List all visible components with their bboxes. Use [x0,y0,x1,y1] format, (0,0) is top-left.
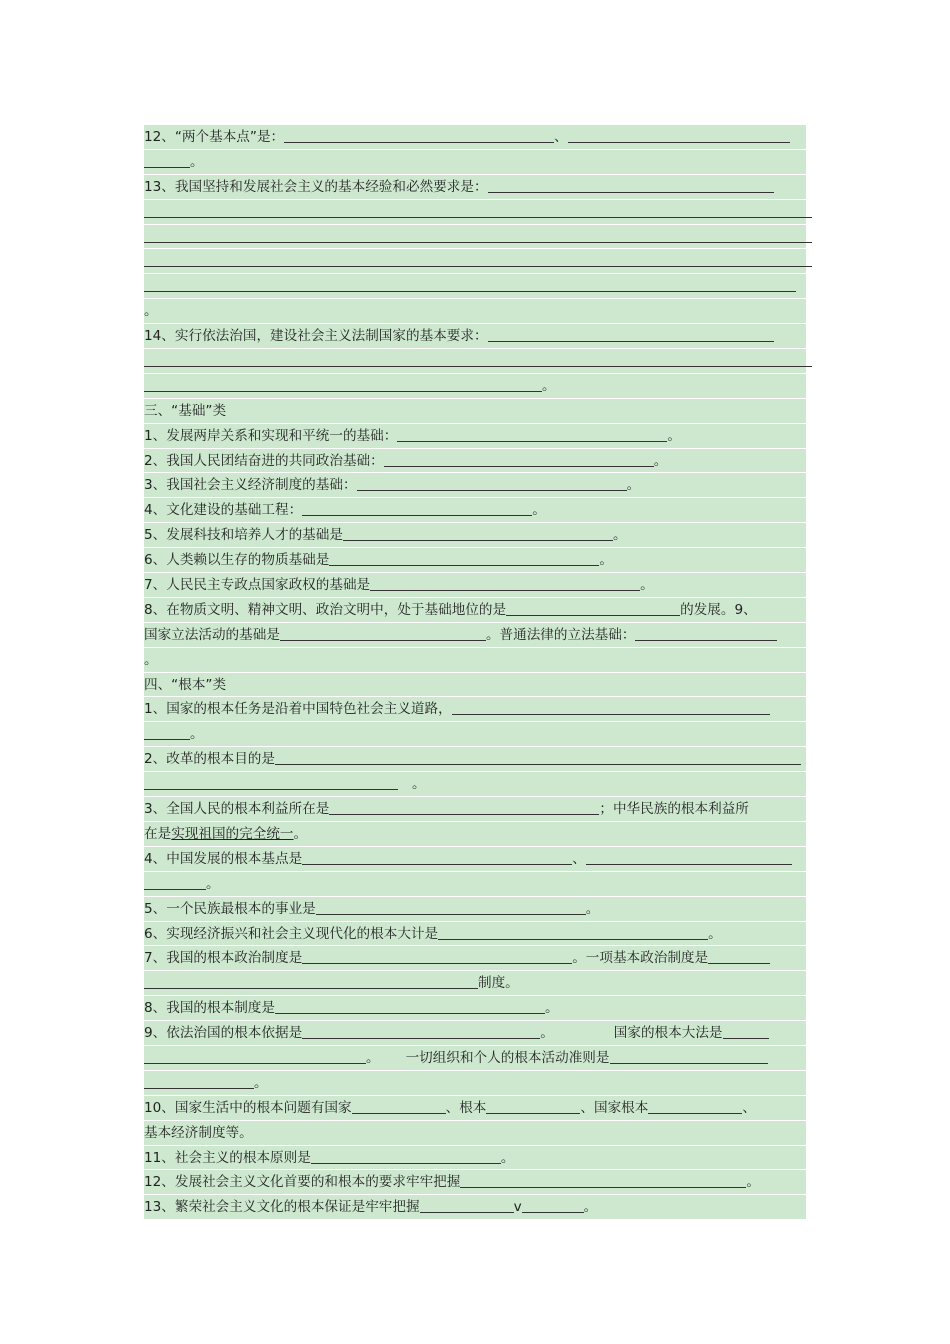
text-line [144,523,806,548]
line-text: 、国家根本 [580,1099,649,1116]
answer-blank [275,750,801,765]
line-text: 11、社会主义的根本原则是 [144,1149,311,1166]
line-text: 。 [206,875,220,892]
line-text: 。 [500,1149,515,1166]
answer-blank [144,1074,254,1089]
line-text: 、根本 [445,1099,487,1116]
answer-blank [357,476,627,491]
text-line [144,424,806,449]
answer-blank [460,1173,746,1188]
line-text: 三、“基础”类 [144,402,227,419]
line-text: 国家立法活动的基础是 [144,626,280,643]
text-line [144,200,806,225]
text-line [144,125,806,150]
line-text: 。 [190,153,204,170]
line-text: 。 [190,726,204,743]
line-text: 6、人类赖以生存的物质基础是 [144,552,330,569]
text-line [144,772,806,797]
line-text: 、 [554,129,568,145]
answer-blank [302,949,572,964]
line-text: 。普通法律的立法基础： [485,626,636,643]
answer-blank [275,999,545,1014]
answer-blank [723,1024,769,1039]
text-line [144,1121,806,1146]
line-text: 制度。 [478,975,519,992]
text-line [144,349,806,374]
line-text: 。 [640,577,654,594]
line-text: 基本经济制度等。 [144,1124,253,1141]
answer-blank [144,377,542,392]
line-text: 5、一个民族最根本的事业是 [144,900,316,917]
line-text: 。 [532,502,546,519]
answer-blank [329,800,599,815]
text-line [144,548,806,573]
text-line [144,249,806,274]
line-text: 。 [144,303,158,320]
answer-blank [144,725,190,740]
text-line [144,299,806,324]
answer-blank [144,875,206,890]
answer-blank [311,1149,501,1164]
text-line [144,847,806,872]
line-text: 2、改革的根本目的是 [144,751,275,768]
line-text: 的发展。9、 [680,601,757,618]
answer-blank [284,128,554,143]
answer-blank [488,178,774,193]
text-line [144,822,806,847]
answer-blank [384,452,654,467]
answer-blank [280,626,486,641]
line-text: 。 [545,1000,559,1017]
answer-blank [302,850,572,865]
text-line [144,374,806,399]
line-text: 8、我国的根本制度是 [144,1000,275,1017]
answer-blank [635,626,777,641]
line-text: 、 [572,850,586,867]
text-line [144,225,806,250]
answer-blank [522,1198,584,1213]
line-text: 。 [366,1049,380,1066]
answer-blank [144,153,190,168]
answer-blank [610,1049,768,1064]
line-text: 、 [742,1099,756,1116]
line-text: 。 [542,377,556,394]
text-line [144,1021,806,1046]
text-line [144,697,806,722]
line-text: 。 [412,776,426,793]
line-text: 8、在物质文明、精神文明、政治文明中，处于基础地位的是 [144,601,507,618]
answer-blank [648,1099,742,1114]
line-text: 10、国家生活中的根本问题有国家 [144,1099,352,1116]
text-line [144,399,806,424]
text-line [144,971,806,996]
line-text: 。 [293,825,308,842]
text-line [144,1071,806,1096]
text-line [144,623,806,648]
line-text: 。 [667,427,681,444]
answer-blank [302,1024,540,1039]
line-text: 。 [585,900,600,917]
line-text: 7、人民民主专政点国家政权的基础是 [144,577,371,594]
line-text: 4、文化建设的基础工程： [144,502,303,519]
text-line [144,573,806,598]
text-line [144,747,806,772]
answer-blank [144,352,812,367]
answer-blank [144,1049,366,1064]
line-text: 1、发展两岸关系和实现和平统一的基础： [144,427,398,444]
answer-blank [708,949,770,964]
line-text: 。 [540,1025,554,1042]
answer-blank [506,601,680,616]
answer-blank [486,1099,580,1114]
line-text: 。 [746,1174,760,1191]
line-text: 12、“两个基本点”是： [144,129,285,145]
line-text: 13、繁荣社会主义文化的根本保证是牢牢把握 [144,1199,420,1216]
text-line [144,1146,806,1171]
answer-blank [302,501,532,516]
line-text: 1、国家的根本任务是沿着中国特色社会主义道路， [144,701,452,718]
line-text: 。 [254,1074,268,1091]
line-text: 13、我国坚持和发展社会主义的基本经验和必然要求是： [144,178,488,195]
underlined-answer: 实现祖国的完全统一 [171,825,294,842]
line-text: ；中华民族的根本利益所 [599,801,749,818]
text-line [144,648,806,673]
line-text: 。 [583,1199,598,1216]
text-line [144,946,806,971]
answer-blank [343,526,613,541]
answer-blank [316,900,586,915]
text-line [144,473,806,498]
text-line [144,872,806,897]
line-text: 12、发展社会主义文化首要的和根本的要求牢牢把握 [144,1174,461,1191]
answer-blank [144,228,812,243]
answer-blank [370,576,640,591]
line-text: 。 [599,552,613,569]
answer-blank [488,327,774,342]
line-text: 4、中国发展的根本基点是 [144,850,303,867]
answer-blank [144,277,796,292]
line-text: 7、我国的根本政治制度是 [144,950,303,967]
text-line [144,996,806,1021]
answer-blank [144,775,398,790]
text-line [144,1096,806,1121]
answer-blank [144,252,812,267]
answer-blank [420,1198,514,1213]
line-text: 。 [653,452,668,469]
text-line [144,673,806,698]
answer-blank [586,850,792,865]
text-line [144,722,806,747]
line-text: 。 [144,651,158,668]
line-text: 。 [708,925,722,942]
answer-blank [352,1099,446,1114]
answer-blank [568,128,790,143]
line-text: 。 [626,477,641,494]
text-line [144,922,806,947]
answer-blank [452,700,770,715]
text-line [144,449,806,474]
line-text: 3、全国人民的根本利益所在是 [144,801,330,818]
line-text: 在是 [144,825,172,842]
line-text: 5、发展科技和培养人才的基础是 [144,527,343,544]
answer-blank [438,925,708,940]
line-text: 14、实行依法治国，建设社会主义法制国家的基本要求： [144,328,488,345]
text-line [144,274,806,299]
line-text: 6、实现经济振兴和社会主义现代化的根本大计是 [144,925,439,942]
text-line [144,797,806,822]
text-line [144,150,806,175]
answer-blank [144,203,812,218]
line-text: v [513,1199,522,1216]
line-text: 9、依法治国的根本依据是 [144,1025,303,1042]
answer-blank [397,427,667,442]
text-line [144,1170,806,1195]
answer-blank [329,551,599,566]
text-line [144,598,806,623]
text-line [144,897,806,922]
line-text: 一切组织和个人的根本活动准则是 [405,1049,610,1066]
line-text: 3、我国社会主义经济制度的基础： [144,477,357,494]
answer-blank [144,974,478,989]
document-body [144,125,806,1220]
text-line [144,498,806,523]
line-text: 。一项基本政治制度是 [572,950,709,967]
line-text: 国家的根本大法是 [613,1025,723,1042]
line-text: 四、“根本”类 [144,676,227,693]
text-line [144,1195,806,1220]
text-line [144,1046,806,1071]
line-text: 2、我国人民团结奋进的共同政治基础： [144,452,384,469]
text-line [144,175,806,200]
line-text: 。 [612,527,627,544]
text-line [144,324,806,349]
